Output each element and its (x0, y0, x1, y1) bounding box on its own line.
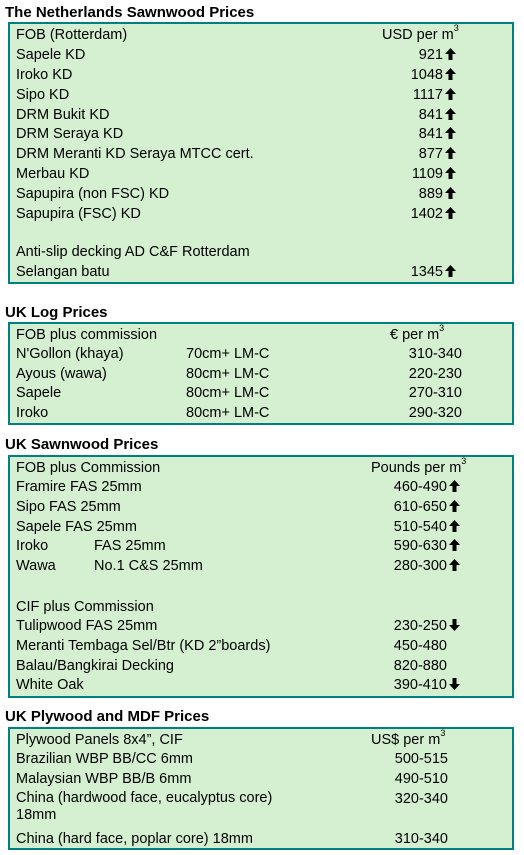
row-value-text: 877 (418, 146, 443, 163)
row-grade: No.1 C&S 25mm (94, 558, 203, 575)
table-row (16, 365, 506, 384)
row-value (356, 790, 448, 809)
row-value (356, 86, 456, 105)
row-label: Selangan batu (16, 264, 110, 280)
uk-ply-header-unit: US$ per $m^3$ (371, 728, 446, 748)
row-label: DRM Seraya KD (16, 126, 124, 143)
row-value-text: 220-230 (408, 365, 462, 382)
uk-sawn-subheader-label: CIF plus Commission (16, 599, 154, 615)
row-value-text: 280-300 (393, 558, 447, 575)
row-value (362, 345, 462, 364)
table-row (16, 185, 506, 204)
arrow-up-icon (445, 167, 456, 179)
row-value (356, 205, 456, 224)
table-row (16, 165, 506, 184)
row-value (356, 125, 456, 144)
row-label: Malaysian WBP BB/B 6mm (16, 771, 192, 787)
arrow-up-icon (449, 559, 460, 571)
row-label: Tulipwood FAS 25mm (16, 618, 158, 634)
row-label: Sipo KD (16, 86, 70, 103)
row-value (356, 106, 456, 125)
table-row (16, 106, 506, 125)
netherlands-title: The Netherlands Sawnwood Prices (5, 4, 255, 21)
row-label: Framire FAS 25mm (16, 479, 142, 495)
row-label: Meranti Tembaga Sel/Btr (KD 2”boards) (16, 637, 271, 654)
row-label: Brazilian WBP BB/CC 6mm (16, 751, 193, 767)
arrow-up-icon (445, 127, 456, 139)
table-row (16, 86, 506, 105)
row-value-text: 1402 (410, 205, 443, 222)
row-value (356, 557, 460, 576)
row-value (356, 830, 448, 849)
row-value (362, 384, 462, 403)
uk-log-title: UK Log Prices (5, 304, 108, 321)
arrow-up-icon (445, 108, 456, 120)
row-value-text: 500-515 (394, 751, 448, 767)
table-row (16, 790, 506, 826)
table-row (16, 205, 506, 224)
netherlands-header-row (16, 23, 506, 45)
table-row (16, 750, 506, 769)
row-value-text: 460-490 (393, 479, 447, 495)
row-label: Sapele (16, 385, 62, 402)
table-row (16, 145, 506, 164)
table-row (16, 498, 506, 517)
table-row (16, 125, 506, 144)
row-value (356, 657, 460, 676)
uk-ply-table (8, 727, 514, 850)
arrow-down-icon (449, 619, 460, 631)
row-label: DRM Bukit KD (16, 106, 110, 123)
row-value (356, 145, 456, 164)
uk-log-header-label: FOB plus commission (16, 327, 158, 343)
row-value (356, 263, 456, 282)
row-value (356, 165, 456, 184)
table-row (16, 617, 506, 636)
row-label: Sapele FAS 25mm (16, 518, 137, 535)
row-label: Iroko (16, 538, 49, 555)
uk-log-header-row (16, 323, 506, 345)
row-value-text: 610-650 (393, 498, 447, 515)
table-row (16, 657, 506, 676)
row-value-text: 921 (418, 47, 443, 63)
arrow-up-icon (445, 207, 456, 219)
row-label: Sapupira (FSC) KD (16, 205, 141, 222)
netherlands-header-label: FOB (Rotterdam) (16, 27, 128, 43)
row-label: Sapele KD (16, 47, 86, 63)
row-value-text: 1109 (411, 166, 443, 183)
row-value-text: 841 (418, 126, 443, 143)
table-row (16, 263, 506, 282)
row-label: Wawa (16, 558, 56, 575)
row-label: China (hard face, poplar core) 18mm (16, 831, 253, 847)
row-value (362, 404, 462, 423)
arrow-up-icon (445, 48, 456, 60)
uk-sawn-table (8, 455, 514, 698)
row-value (356, 66, 456, 85)
row-label: Iroko KD (16, 66, 73, 83)
row-label: White Oak (16, 677, 84, 694)
uk-sawn-header-label: FOB plus Commission (16, 460, 161, 476)
row-label: Ayous (wawa) (16, 365, 107, 382)
row-value (356, 676, 460, 695)
row-label: Sipo FAS 25mm (16, 498, 121, 515)
row-grade: FAS 25mm (94, 538, 166, 555)
netherlands-header-unit: USD per $m^3$ (382, 23, 459, 43)
arrow-up-icon (445, 187, 456, 199)
row-label: Balau/Bangkirai Decking (16, 657, 174, 674)
row-value (356, 537, 460, 556)
uk-ply-title: UK Plywood and MDF Prices (5, 708, 210, 725)
row-label: Iroko (16, 405, 49, 422)
arrow-up-icon (445, 88, 456, 100)
arrow-up-icon (449, 520, 460, 532)
row-value (356, 46, 456, 65)
table-row (16, 404, 506, 423)
row-value-text: 310-340 (408, 346, 462, 362)
arrow-up-icon (449, 480, 460, 492)
row-value-text: 390-410 (393, 677, 447, 694)
row-value-text: 230-250 (393, 618, 447, 634)
row-value (356, 185, 456, 204)
uk-sawn-subheader (16, 598, 506, 617)
row-value-text: 1117 (412, 86, 443, 103)
uk-sawn-header-row (16, 456, 506, 478)
arrow-up-icon (449, 539, 460, 551)
arrow-up-icon (445, 147, 456, 159)
table-row (16, 676, 506, 695)
table-row (16, 557, 506, 576)
table-row (16, 537, 506, 556)
table-row (16, 830, 506, 849)
row-value-text: 320-340 (394, 791, 448, 807)
row-grade: 80cm+ LM-C (186, 385, 270, 402)
row-value-text: 450-480 (393, 637, 447, 654)
uk-ply-header-label: Plywood Panels 8x4”, CIF (16, 732, 183, 748)
row-label: DRM Meranti KD Seraya MTCC cert. (16, 146, 254, 163)
row-value (362, 365, 462, 384)
row-label: Sapupira (non FSC) KD (16, 185, 170, 202)
row-value-text: 1345 (410, 264, 443, 280)
row-value (356, 617, 460, 636)
uk-sawn-header-unit: Pounds per $m^3$ (371, 456, 467, 476)
table-row (16, 770, 506, 789)
row-value (356, 478, 460, 497)
row-value-text: 310-340 (394, 831, 448, 847)
row-value (356, 770, 448, 789)
uk-log-header-unit: € per $m^3$ (390, 323, 445, 343)
row-value-text: 590-630 (393, 538, 447, 555)
uk-log-table (8, 322, 514, 425)
row-value (356, 750, 448, 769)
row-value (356, 637, 460, 656)
table-row (16, 345, 506, 364)
row-label: Merbau KD (16, 166, 90, 183)
netherlands-subheader (16, 243, 506, 262)
row-grade: 80cm+ LM-C (186, 405, 270, 422)
table-row (16, 66, 506, 85)
table-row (16, 46, 506, 65)
row-value-text: 510-540 (393, 518, 447, 535)
arrow-up-icon (445, 265, 456, 277)
table-row (16, 637, 506, 656)
netherlands-table (8, 22, 514, 284)
arrow-up-icon (449, 500, 460, 512)
netherlands-subheader-label: Anti-slip decking AD C&F Rotterdam (16, 244, 250, 260)
table-row (16, 518, 506, 537)
row-value-text: 290-320 (408, 405, 462, 422)
row-value-text: 889 (418, 185, 443, 202)
row-grade: 70cm+ LM-C (186, 346, 270, 362)
arrow-up-icon (445, 68, 456, 80)
row-grade: 80cm+ LM-C (186, 365, 270, 382)
uk-sawn-title: UK Sawnwood Prices (5, 436, 159, 453)
row-label: N'Gollon (khaya) (16, 346, 124, 362)
row-label: China (hardwood face, eucalyptus core) 18mm (16, 790, 273, 823)
table-row (16, 384, 506, 403)
row-value (356, 518, 460, 537)
arrow-down-icon (449, 678, 460, 690)
row-value-text: 490-510 (394, 771, 448, 787)
table-row (16, 478, 506, 497)
row-value-text: 1048 (410, 66, 443, 83)
row-value-text: 270-310 (408, 385, 462, 402)
uk-ply-header-row (16, 728, 506, 750)
row-value-text: 820-880 (393, 657, 447, 674)
row-value-text: 841 (418, 106, 443, 123)
row-value (356, 498, 460, 517)
